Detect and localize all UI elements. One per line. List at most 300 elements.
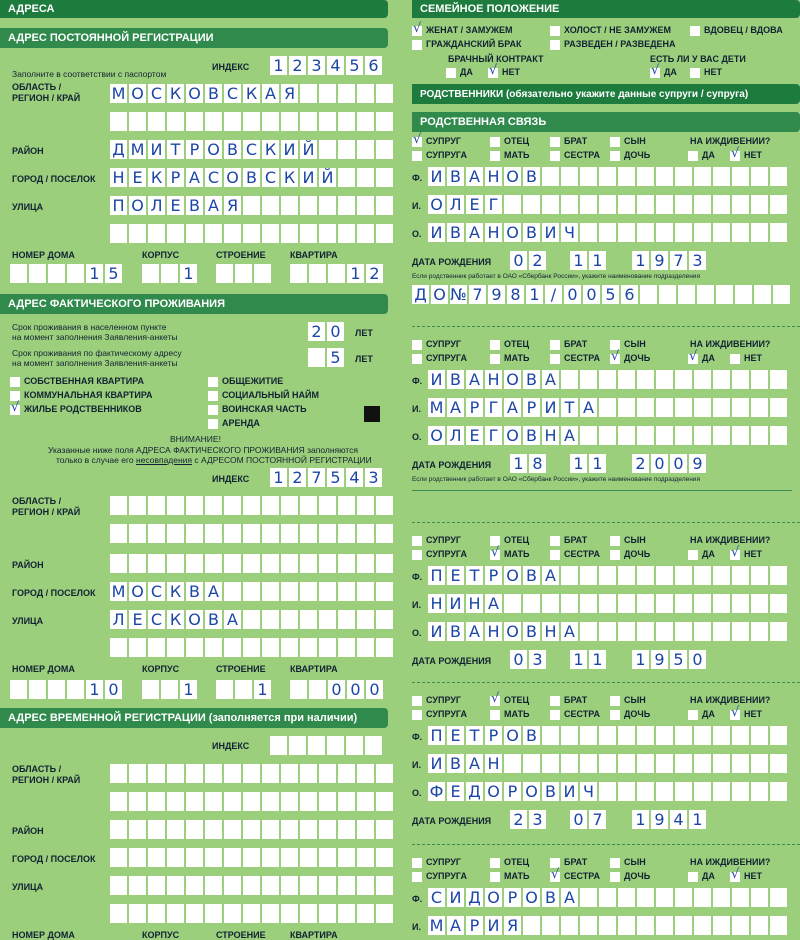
char-cell: [694, 398, 711, 417]
char-cell: [338, 848, 355, 867]
temp-city-field[interactable]: [110, 848, 393, 867]
char-cell: [618, 398, 635, 417]
temp-region-field-2[interactable]: [110, 792, 393, 811]
term-city-field[interactable]: [308, 322, 344, 341]
fact-city-field[interactable]: [110, 582, 393, 601]
housing-dorm-checkbox[interactable]: [208, 377, 218, 387]
family-single-checkbox[interactable]: [550, 26, 560, 36]
r3-dep-no-checkbox[interactable]: [730, 545, 740, 560]
perm-district-field[interactable]: [110, 140, 393, 159]
r1-spouse-f-label: СУПРУГА: [426, 150, 467, 160]
r5-mother-checkbox[interactable]: [490, 872, 500, 882]
district-label: РАЙОН: [12, 146, 44, 156]
char-cell: [290, 680, 307, 699]
char-cell: О: [504, 167, 521, 186]
r5-dep-no-checkbox[interactable]: [730, 867, 740, 882]
house-label: НОМЕР ДОМА: [12, 250, 75, 260]
perm-region-field[interactable]: [110, 84, 393, 103]
term-city-text: Срок проживания в населенном пункте на момент заполнения Заявления-анкеты: [12, 322, 178, 342]
char-cell: А: [466, 622, 483, 641]
char-cell: В: [243, 168, 260, 187]
r5-daughter-checkbox[interactable]: [610, 872, 620, 882]
r4-father-label: ОТЕЦ: [504, 695, 530, 705]
r1-birth-year-field[interactable]: [632, 251, 706, 270]
char-cell: 6: [365, 56, 382, 75]
char-cell: [376, 582, 393, 601]
char-cell: В: [523, 223, 540, 242]
fact-street-field[interactable]: [110, 610, 393, 629]
temp-index-field[interactable]: [270, 736, 382, 755]
char-cell: [599, 398, 616, 417]
char-cell: [637, 566, 654, 585]
r1-son-checkbox[interactable]: [610, 137, 620, 147]
contract-no-label: НЕТ: [502, 67, 520, 77]
r4-middle-name-field[interactable]: [428, 782, 787, 801]
r4-spouse-m-label: СУПРУГ: [426, 695, 462, 705]
char-cell: [376, 554, 393, 573]
r1-last-name-field[interactable]: [428, 167, 787, 186]
char-cell: [523, 916, 540, 935]
temp-street-field[interactable]: [110, 876, 393, 895]
r2-brother-checkbox[interactable]: [550, 340, 560, 350]
fact-index-field[interactable]: [270, 468, 382, 487]
char-cell: [319, 904, 336, 923]
char-cell: [675, 398, 692, 417]
char-cell: [770, 398, 787, 417]
r3-sister-checkbox[interactable]: [550, 550, 560, 560]
r1-birth-month-field[interactable]: [570, 251, 606, 270]
perm-korpus-field[interactable]: [142, 264, 197, 283]
char-cell: [205, 764, 222, 783]
check-mark-icon: √: [731, 867, 740, 882]
r1-birth-day-field[interactable]: [510, 251, 546, 270]
r5-mother-label: МАТЬ: [504, 871, 530, 881]
r5-spouse-m-checkbox[interactable]: [412, 858, 422, 868]
char-cell: Г: [485, 426, 502, 445]
r4-sister-checkbox[interactable]: [550, 710, 560, 720]
perm-city-field[interactable]: [110, 168, 393, 187]
check-mark-icon: √: [413, 132, 422, 147]
char-cell: [754, 285, 771, 304]
fact-district-label: РАЙОН: [12, 560, 44, 570]
char-cell: Л: [110, 610, 127, 629]
char-cell: [281, 764, 298, 783]
char-cell: [167, 764, 184, 783]
char-cell: [243, 554, 260, 573]
r4-first-name-field[interactable]: [428, 754, 787, 773]
char-cell: [281, 524, 298, 543]
r4-middle-name-label: О.: [412, 788, 422, 798]
char-cell: [319, 610, 336, 629]
r3-father-label: ОТЕЦ: [504, 535, 530, 545]
address-header: АДРЕСА: [0, 0, 388, 18]
char-cell: [357, 168, 374, 187]
char-cell: [656, 566, 673, 585]
char-cell: 9: [651, 650, 668, 669]
char-cell: [678, 285, 695, 304]
r2-last-name-field[interactable]: [428, 370, 787, 389]
char-cell: Й: [319, 168, 336, 187]
char-cell: [338, 196, 355, 215]
r5-sister-label: СЕСТРА: [564, 871, 600, 881]
r1-brother-checkbox[interactable]: [550, 137, 560, 147]
r3-first-name-field[interactable]: [428, 594, 787, 613]
char-cell: 1: [632, 650, 649, 669]
relation-header: РОДСТВЕННАЯ СВЯЗЬ: [412, 112, 800, 132]
r5-dependent-label: НА ИЖДИВЕНИИ?: [690, 857, 771, 867]
children-yes-checkbox[interactable]: [650, 63, 660, 78]
char-cell: [637, 223, 654, 242]
r2-daughter-checkbox[interactable]: [610, 349, 620, 364]
char-cell: В: [447, 370, 464, 389]
r5-first-name-field[interactable]: [428, 916, 787, 935]
char-cell: 4: [346, 468, 363, 487]
char-cell: [186, 792, 203, 811]
char-cell: [328, 264, 345, 283]
char-cell: Н: [485, 754, 502, 773]
family-single-label: ХОЛОСТ / НЕ ЗАМУЖЕМ: [564, 25, 672, 35]
r3-daughter-checkbox[interactable]: [610, 550, 620, 560]
r4-daughter-checkbox[interactable]: [610, 710, 620, 720]
char-cell: [732, 916, 749, 935]
char-cell: [751, 398, 768, 417]
r4-dep-yes-checkbox[interactable]: [688, 710, 698, 720]
char-cell: [319, 638, 336, 657]
char-cell: Т: [167, 140, 184, 159]
char-cell: 3: [529, 810, 546, 829]
r1-sister-checkbox[interactable]: [550, 151, 560, 161]
r4-mother-checkbox[interactable]: [490, 710, 500, 720]
r2-son-label: СЫН: [624, 339, 646, 349]
char-cell: 4: [327, 56, 344, 75]
r4-dep-no-checkbox[interactable]: [730, 705, 740, 720]
r2-work-line: [412, 490, 792, 491]
char-cell: О: [504, 223, 521, 242]
fact-region-field-2[interactable]: [110, 524, 393, 543]
char-cell: [129, 820, 146, 839]
char-cell: О: [504, 566, 521, 585]
r1-spouse-f-checkbox[interactable]: [412, 151, 422, 161]
char-cell: [319, 524, 336, 543]
r1-father-checkbox[interactable]: [490, 137, 500, 147]
housing-own-checkbox[interactable]: [10, 377, 20, 387]
r1-dep-no-checkbox[interactable]: [730, 146, 740, 161]
char-cell: А: [205, 196, 222, 215]
children-yes-label: ДА: [664, 67, 677, 77]
r3-son-checkbox[interactable]: [610, 536, 620, 546]
r2-last-name-label: Ф.: [412, 376, 423, 386]
char-cell: [618, 426, 635, 445]
family-married-checkbox[interactable]: [412, 21, 422, 36]
char-cell: Н: [542, 426, 559, 445]
char-cell: [770, 622, 787, 641]
r1-middle-name-field[interactable]: [428, 223, 787, 242]
char-cell: [732, 566, 749, 585]
char-cell: 9: [689, 454, 706, 473]
fact-street-field-2[interactable]: [110, 638, 393, 657]
r4-father-checkbox[interactable]: [490, 691, 500, 706]
char-cell: Г: [485, 398, 502, 417]
relative-separator: [412, 326, 800, 327]
char-cell: [713, 370, 730, 389]
char-cell: [262, 876, 279, 895]
perm-house-field[interactable]: [10, 264, 122, 283]
char-cell: [243, 496, 260, 515]
char-cell: [243, 582, 260, 601]
r4-brother-checkbox[interactable]: [550, 696, 560, 706]
r3-spouse-f-checkbox[interactable]: [412, 550, 422, 560]
r3-mother-checkbox[interactable]: [490, 545, 500, 560]
contract-no-checkbox[interactable]: [488, 63, 498, 78]
r1-dep-yes-checkbox[interactable]: [688, 151, 698, 161]
char-cell: [675, 370, 692, 389]
char-cell: А: [561, 622, 578, 641]
char-cell: [656, 195, 673, 214]
char-cell: 0: [689, 650, 706, 669]
char-cell: [281, 904, 298, 923]
char-cell: [319, 820, 336, 839]
temp-region-field[interactable]: [110, 764, 393, 783]
char-cell: [281, 792, 298, 811]
r1-spouse-m-checkbox[interactable]: [412, 132, 422, 147]
r5-dep-yes-checkbox[interactable]: [688, 872, 698, 882]
char-cell: [732, 370, 749, 389]
char-cell: П: [110, 196, 127, 215]
char-cell: [542, 594, 559, 613]
char-cell: [694, 223, 711, 242]
housing-relatives-checkbox[interactable]: [10, 400, 20, 415]
r3-last-name-label: Ф.: [412, 572, 423, 582]
r3-brother-checkbox[interactable]: [550, 536, 560, 546]
char-cell: [186, 554, 203, 573]
perm-building-field[interactable]: [216, 264, 271, 283]
char-cell: А: [485, 594, 502, 613]
char-cell: [618, 566, 635, 585]
char-cell: 0: [327, 322, 344, 341]
r2-brother-label: БРАТ: [564, 339, 588, 349]
term-fact-years: ЛЕТ: [355, 354, 373, 364]
family-civil-checkbox[interactable]: [412, 40, 422, 50]
char-cell: [110, 554, 127, 573]
family-divorced-checkbox[interactable]: [550, 40, 560, 50]
r5-son-checkbox[interactable]: [610, 858, 620, 868]
family-widow-checkbox[interactable]: [690, 26, 700, 36]
char-cell: [694, 195, 711, 214]
char-cell: 1: [570, 650, 587, 669]
r2-father-checkbox[interactable]: [490, 340, 500, 350]
r2-birth-day-field[interactable]: [510, 454, 546, 473]
char-cell: [67, 680, 84, 699]
char-cell: [224, 224, 241, 243]
char-cell: 1: [689, 810, 706, 829]
r1-daughter-checkbox[interactable]: [610, 151, 620, 161]
char-cell: [216, 680, 233, 699]
fact-house-field[interactable]: [10, 680, 122, 699]
char-cell: [713, 566, 730, 585]
r2-middle-name-field[interactable]: [428, 426, 787, 445]
temp-street-field-2[interactable]: [110, 904, 393, 923]
r5-sister-checkbox[interactable]: [550, 867, 560, 882]
char-cell: [205, 638, 222, 657]
char-cell: В: [542, 888, 559, 907]
char-cell: [205, 876, 222, 895]
r4-brother-label: БРАТ: [564, 695, 588, 705]
r2-birth-year-field[interactable]: [632, 454, 706, 473]
building-label: СТРОЕНИЕ: [216, 250, 266, 260]
char-cell: М: [111, 581, 126, 601]
fact-region-label: ОБЛАСТЬ / РЕГИОН / КРАЙ: [12, 496, 81, 517]
char-cell: [376, 848, 393, 867]
char-cell: [262, 496, 279, 515]
r2-sister-checkbox[interactable]: [550, 354, 560, 364]
r2-dep-yes-checkbox[interactable]: [688, 349, 698, 364]
char-cell: [694, 622, 711, 641]
r4-birth-year-field[interactable]: [632, 810, 706, 829]
char-cell: [656, 594, 673, 613]
char-cell: [243, 876, 260, 895]
char-cell: [338, 764, 355, 783]
r4-last-name-field[interactable]: [428, 726, 787, 745]
char-cell: Р: [186, 140, 203, 159]
perm-flat-field[interactable]: [290, 264, 383, 283]
index-label: ИНДЕКС: [212, 62, 250, 72]
r3-spouse-m-checkbox[interactable]: [412, 536, 422, 546]
char-cell: [542, 167, 559, 186]
char-cell: [675, 167, 692, 186]
r3-birth-day-field[interactable]: [510, 650, 546, 669]
r2-spouse-f-checkbox[interactable]: [412, 354, 422, 364]
r4-spouse-f-checkbox[interactable]: [412, 710, 422, 720]
housing-social-checkbox[interactable]: [208, 391, 218, 401]
r5-spouse-f-checkbox[interactable]: [412, 872, 422, 882]
char-cell: [523, 594, 540, 613]
r3-middle-name-field[interactable]: [428, 622, 787, 641]
housing-rent-checkbox[interactable]: [208, 419, 218, 429]
char-cell: 0: [670, 454, 687, 473]
r3-middle-name-label: О.: [412, 628, 422, 638]
fact-region-field[interactable]: [110, 496, 393, 515]
char-cell: [732, 594, 749, 613]
char-cell: [110, 848, 127, 867]
r1-first-name-field[interactable]: [428, 195, 787, 214]
children-no-checkbox[interactable]: [690, 68, 700, 78]
perm-street-field-2[interactable]: [110, 224, 393, 243]
r3-last-name-field[interactable]: [428, 566, 787, 585]
char-cell: [694, 916, 711, 935]
char-cell: [637, 167, 654, 186]
char-cell: [637, 398, 654, 417]
char-cell: [694, 167, 711, 186]
fact-korpus-field[interactable]: [142, 680, 197, 699]
attention-text-1: Указанные ниже поля АДРЕСА ФАКТИЧЕСКОГО ПРОЖИВАНИЯ заполняются: [48, 445, 358, 455]
char-cell: [675, 426, 692, 445]
perm-index-field[interactable]: [270, 56, 382, 75]
char-cell: [319, 848, 336, 867]
r1-work-field[interactable]: [412, 285, 790, 304]
r2-mother-checkbox[interactable]: [490, 354, 500, 364]
fact-district-field[interactable]: [110, 554, 393, 573]
r1-mother-checkbox[interactable]: [490, 151, 500, 161]
char-cell: О: [428, 426, 445, 445]
temp-district-label: РАЙОН: [12, 826, 44, 836]
char-cell: [357, 764, 374, 783]
contract-yes-checkbox[interactable]: [446, 68, 456, 78]
fact-building-field[interactable]: [216, 680, 271, 699]
r4-birth-month-field[interactable]: [570, 810, 606, 829]
r5-last-name-field[interactable]: [428, 888, 787, 907]
r2-birth-label: ДАТА РОЖДЕНИЯ: [412, 460, 492, 470]
char-cell: 7: [469, 285, 486, 304]
fact-index-label: ИНДЕКС: [212, 474, 250, 484]
char-cell: [300, 638, 317, 657]
r2-first-name-field[interactable]: [428, 398, 787, 417]
char-cell: 1: [270, 468, 287, 487]
char-cell: Р: [167, 168, 184, 187]
char-cell: О: [129, 196, 146, 215]
r2-dep-no-checkbox[interactable]: [730, 354, 740, 364]
char-cell: 0: [651, 454, 668, 473]
r5-first-name-label: И.: [412, 922, 421, 932]
temp-district-field[interactable]: [110, 820, 393, 839]
r2-father-label: ОТЕЦ: [504, 339, 530, 349]
char-cell: [365, 736, 382, 755]
char-cell: [770, 223, 787, 242]
char-cell: Ф: [429, 781, 444, 801]
fact-house-label: НОМЕР ДОМА: [12, 664, 75, 674]
r4-birth-day-field[interactable]: [510, 810, 546, 829]
char-cell: [129, 792, 146, 811]
char-cell: 2: [529, 251, 546, 270]
char-cell: О: [186, 84, 203, 103]
r2-spouse-f-label: СУПРУГА: [426, 353, 467, 363]
r4-son-checkbox[interactable]: [610, 696, 620, 706]
term-fact-field[interactable]: [308, 348, 344, 367]
char-cell: М: [429, 915, 444, 935]
char-cell: И: [485, 916, 502, 935]
r4-son-label: СЫН: [624, 695, 646, 705]
char-cell: [656, 916, 673, 935]
char-cell: [637, 195, 654, 214]
r4-spouse-m-checkbox[interactable]: [412, 696, 422, 706]
char-cell: [376, 196, 393, 215]
char-cell: [262, 610, 279, 629]
check-mark-icon: √: [651, 63, 660, 78]
char-cell: [148, 764, 165, 783]
temp-region-label: ОБЛАСТЬ / РЕГИОН / КРАЙ: [12, 764, 81, 785]
char-cell: [599, 916, 616, 935]
char-cell: [148, 792, 165, 811]
r3-birth-year-field[interactable]: [632, 650, 706, 669]
char-cell: [243, 112, 260, 131]
r3-birth-month-field[interactable]: [570, 650, 606, 669]
perm-street-field[interactable]: [110, 196, 393, 215]
char-cell: [129, 876, 146, 895]
char-cell: [770, 726, 787, 745]
char-cell: 2: [632, 454, 649, 473]
r5-father-checkbox[interactable]: [490, 858, 500, 868]
char-cell: Л: [447, 195, 464, 214]
char-cell: И: [542, 223, 559, 242]
housing-military-checkbox[interactable]: [208, 405, 218, 415]
char-cell: [338, 638, 355, 657]
fact-flat-field[interactable]: [290, 680, 383, 699]
perm-region-field-2[interactable]: [110, 112, 393, 131]
char-cell: 8: [507, 285, 524, 304]
r3-dep-yes-checkbox[interactable]: [688, 550, 698, 560]
r2-birth-month-field[interactable]: [570, 454, 606, 473]
r2-spouse-m-checkbox[interactable]: [412, 340, 422, 350]
char-cell: [186, 524, 203, 543]
